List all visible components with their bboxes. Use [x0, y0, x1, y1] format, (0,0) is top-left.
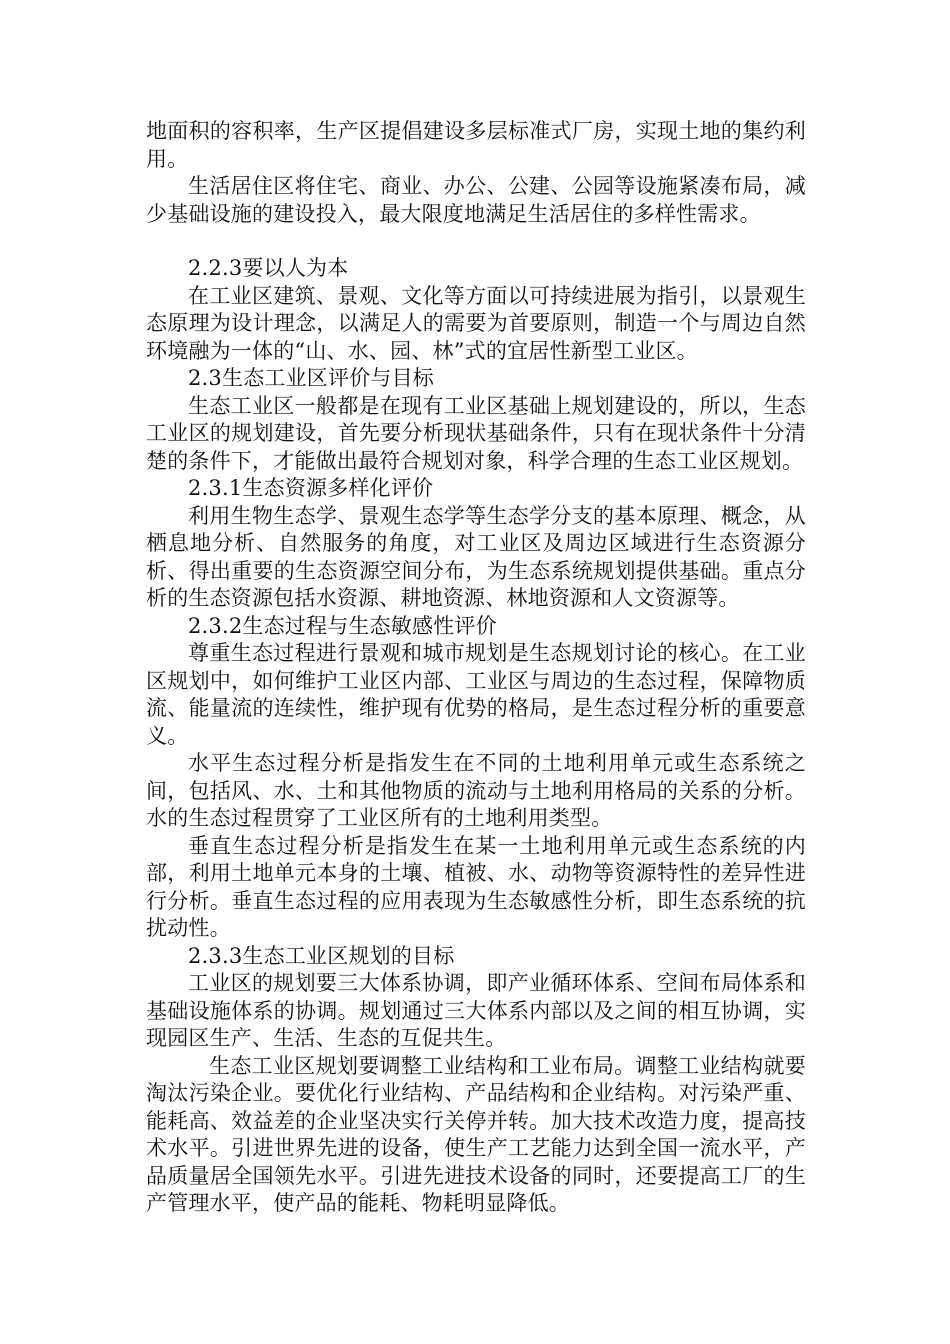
section-heading-2-3-1: 2.3.1生态资源多样化评价: [188, 476, 434, 500]
paragraph-resource-diversity: 利用生物生态学、景观生态学等生态学分支的基本原理、概念，从栖息地分析、自然服务的角度，对工业区及周边区域进行生态资源分析、得出重要的生态资源空间分布，为生态系统规划提供基础。重点分析的生态资源包括水资源、耕地资源、林地资源和人文资源等。: [146, 503, 806, 610]
section-heading-2-3: 2.3生态工业区评价与目标: [188, 366, 434, 390]
section-heading-2-3-3: 2.3.3生态工业区规划的目标: [188, 943, 455, 968]
paragraph-gap: [146, 228, 806, 255]
section-heading-2-2-3: 2.2.3要以人为本: [188, 256, 349, 280]
paragraph-people-oriented: 在工业区建筑、景观、文化等方面以可持续进展为指引，以景观生态原理为设计理念，以满足人的需要为首要原则，制造一个与周边自然环境融为一体的“山、水、园、林”式的宜居性新型工业区。: [146, 283, 806, 363]
paragraph-evaluation-intro: 生态工业区一般都是在现有工业区基础上规划建设的，所以，生态工业区的规划建设，首先要分析现状基础条件，只有在现状条件十分清楚的条件下，才能做出最符合规划对象，科学合理的生态工业区规划。: [146, 393, 806, 473]
paragraph-three-systems: 工业区的规划要三大体系协调，即产业循环体系、空间布局体系和基础设施体系的协调。规划通过三大体系内部以及之间的相互协调，实现园区生产、生活、生态的互促共生。: [146, 971, 806, 1050]
paragraph-industrial-structure: 生态工业区规划要调整工业结构和工业布局。调整工业结构就要淘汰污染企业。要优化行业结构、产品结构和企业结构。对污染严重、能耗高、效益差的企业坚决实行关停并转。加大技术改造力度，提高技术水平。引进世界先进的设备，使生产工艺能力达到全国一流水平，产品质量居全国领先水平。引进先进技术设备的同时，还要提高工厂的生产管理水平，使产品的能耗、物耗明显降低。: [146, 1053, 806, 1215]
paragraph-ecological-process: 尊重生态过程进行景观和城市规划是生态规划讨论的核心。在工业区规划中，如何维护工业区内部、工业区与周边的生态过程，保障物质流、能量流的连续性，维护现有优势的格局，是生态过程分析的重要意义。: [146, 641, 806, 748]
paragraph-vertical-process: 垂直生态过程分析是指发生在某一土地利用单元或生态系统的内部，利用土地单元本身的土壤、植被、水、动物等资源特性的差异性进行分析。垂直生态过程的应用表现为生态敏感性分析，即生态系统的抗扰动性。: [146, 833, 806, 940]
document-body: [146, 118, 806, 1218]
paragraph-horizontal-process: 水平生态过程分析是指发生在不同的土地利用单元或生态系统之间，包括风、水、土和其他物质的流动与土地利用格局的关系的分析。水的生态过程贯穿了工业区所有的土地利用类型。: [146, 751, 806, 830]
paragraph-continuation: 地面积的容积率，生产区提倡建设多层标准式厂房，实现土地的集约利用。: [146, 119, 806, 171]
paragraph-living-area: 生活居住区将住宅、商业、办公、公建、公园等设施紧凑布局，减少基础设施的建设投入，最大限度地满足生活居住的多样性需求。: [146, 174, 806, 226]
section-heading-2-3-2: 2.3.2生态过程与生态敏感性评价: [188, 613, 497, 638]
